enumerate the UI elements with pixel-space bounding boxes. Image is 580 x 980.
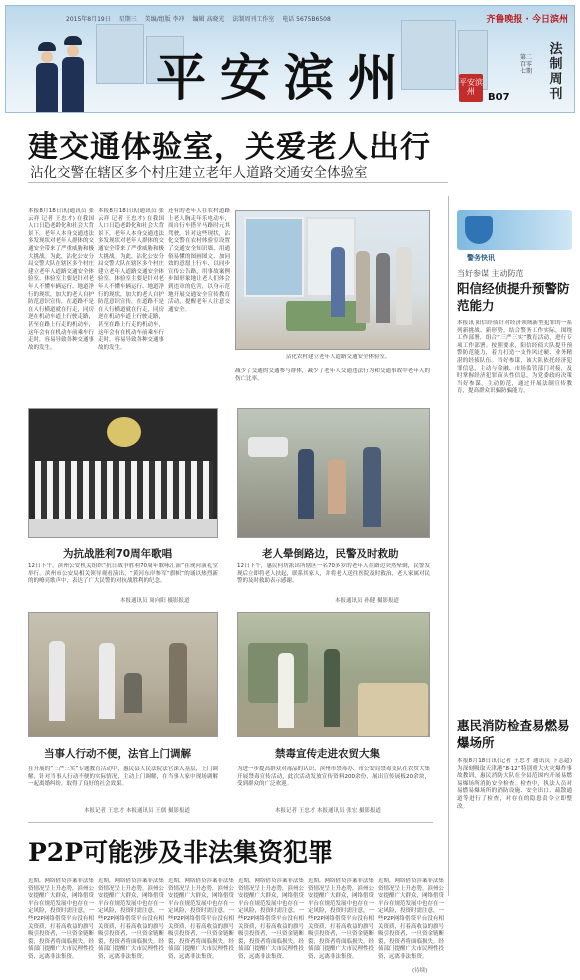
page-number: B07 xyxy=(488,92,510,103)
editor-credit: 编辑 高晓光 xyxy=(192,16,225,23)
masthead-meta xyxy=(66,14,337,23)
choir-body: 12日下午，滨州公安机关组织“抗日战争胜利70周年歌咏汇演”在现河演礼堂举行。滨州市公安局相关领导观看演出，“黄河东岸参军”旗帜”的诵以热烈新的的嘹亮歌声中，表达了广大民警的对抗战胜利的纪念。 xyxy=(28,563,218,585)
newspaper-brand: 齐鲁晚报 · 今日滨州 xyxy=(486,15,568,25)
anti-drug-photo xyxy=(237,612,430,737)
bottom-body-col4: 近期，网络借贷涉案非法集资情况呈上升态势，滨州公安提醒广大群众，网络借贷平台在规范发展中也存在一定风险，投资时需注意，一些P2P网络借贷平台没有相关资质，打着高收益的旗号吸引投资者，一旦资金链断裂，投资者将面临损失。经侦部门提醒广大市民理性投资，远离非法集资。 xyxy=(238,878,304,960)
court-headline: 当事人行动不便，法官上门调解 xyxy=(44,748,191,760)
issue-number: 第二百零七期 xyxy=(520,54,533,75)
divider xyxy=(28,822,433,823)
building-illustration xyxy=(96,24,144,84)
anti-drug-headline: 禁毒宣传走进农贸大集 xyxy=(275,748,380,760)
court-body: 在开展的“三严三实”专题教育活动中，惠民县人民法院法官深入基层，上门调解，针对当事人行动不便的实际情况，主动上门调解，在当事人家中现场调解一起离婚纠纷，取得了良好的社会效果。 xyxy=(28,766,218,788)
main-photo-caption: 沾化农村建立老年人道路交通安全体验室。 xyxy=(286,354,391,360)
issue-date: 2015年8月19日 xyxy=(66,16,111,23)
desk-phone: 电话 5675B6508 xyxy=(282,16,331,23)
anti-drug-body: 为进一步提高群众对毒品的认识，滨州市禁毒办、市公安局禁毒支队在农贸大集开展禁毒宣传活动，此次活动发放宣传资料200余份，展出宣传展板20余块，受到群众的广泛欢迎。 xyxy=(237,766,430,788)
rescue-headline: 老人晕倒路边，民警及时救助 xyxy=(262,548,399,560)
brief-headline: 阳信经侦提升预警防范能力 xyxy=(457,281,570,313)
bottom-body-col3: 近期，网络借贷涉案非法集资情况呈上升态势，滨州公安提醒广大群众，网络借贷平台在规范发展中也存在一定风险，投资时需注意，一些P2P网络借贷平台没有相关资质，打着高收益的旗号吸引投资者，一旦资金链断裂，投资者将面临损失。经侦部门提醒广大市民理性投资，远离非法集资。 xyxy=(168,878,234,960)
bottom-body-col5: 近期，网络借贷涉案非法集资情况呈上升态势，滨州公安提醒广大群众，网络借贷平台在规范发展中也存在一定风险，投资时需注意，一些P2P网络借贷平台没有相关资质，打着高收益的旗号吸引投资者，一旦资金链断裂，投资者将面临损失。经侦部门提醒广大市民理性投资，远离非法集资。 xyxy=(308,878,374,960)
main-subhead: 沾化交警在辖区多个村庄建立老年人道路交通安全体验室 xyxy=(30,165,368,181)
issue-weekday: 星期三 xyxy=(118,16,137,23)
main-photo xyxy=(235,210,430,350)
right-brief-headline: 惠民消防检查易燃易爆场所 xyxy=(457,718,570,750)
court-credit: 本报记者 王忠才 本报通讯员 王儒 摄影报道 xyxy=(84,808,190,814)
section-seal: 平安滨州 xyxy=(459,74,483,102)
rescue-credit: 本报通讯员 孙健 摄影报道 xyxy=(335,598,399,604)
bottom-body-col2: 近期，网络借贷涉案非法集资情况呈上升态势，滨州公安提醒广大群众，网络借贷平台在规范发展中也存在一定风险，投资时需注意，一些P2P网络借贷平台没有相关资质，打着高收益的旗号吸引投资者，一旦资金链断裂，投资者将面临损失。经侦部门提醒广大市民理性投资，远离非法集资。 xyxy=(98,878,164,960)
court-mediation-photo xyxy=(28,612,218,737)
anti-drug-credit: 本报记者 王忠才 本报通讯员 张宏 摄影报道 xyxy=(275,808,381,814)
section-title: 平安滨州 xyxy=(156,48,412,107)
brief-kicker: 当好参谋 主动防范 xyxy=(457,269,524,278)
main-headline: 建交通体验室，关爱老人出行 xyxy=(28,130,431,165)
bottom-headline: P2P可能涉及非法集资犯罪 xyxy=(28,838,333,867)
right-brief-body: 本报8月18日讯(记者 王忠才 通讯员 下志超) 为深刻吸取天津港“8·12”特别重大火灾爆炸事故教训，惠民消防大队在全县范围内开展易燃易爆场所消防安全检查。检查中，执法人员对易燃易爆场所的消防设施、安全出口、疏散通道等进行了检查，对存在的隐患责令立即整改。 xyxy=(457,758,572,810)
column-divider xyxy=(448,196,449,896)
continued-marker: (待续) xyxy=(412,968,428,974)
police-shield-icon xyxy=(465,216,493,244)
police-news-badge xyxy=(457,210,572,262)
badge-label: 警务快讯 xyxy=(467,254,495,262)
bottom-body-col6: 近期，网络借贷涉案非法集资情况呈上升态势，滨州公安提醒广大群众，网络借贷平台在规范发展中也存在一定风险，投资时需注意，一些P2P网络借贷平台没有相关资质，打着高收益的旗号吸引投资者，一旦资金链断裂，投资者将面临损失。经侦部门提醒广大市民理性投资，远离非法集资。 xyxy=(378,878,444,960)
masthead xyxy=(5,5,575,113)
editor-credit: 美编/组版 李冲 xyxy=(144,16,185,23)
choir-photo xyxy=(28,408,218,538)
police-officer-illustration xyxy=(62,36,84,112)
main-story-col1b: 本报8月18日讯(通讯员 张云祥 记者 王忠才) 在我国人口日趋老龄化和社会大背景下，老年人本身交通违法多发现状对老年人群体的交通安全带来了严重威胁和极大挑战。为此，沾化公安分局交警大队在辖区多个村庄建立老年人道路交通安全体验室。体验室主要是针对老年人不懂车辆运行、地道净行的现状，加大的老人自护防范意识宣传，在道路不是在人行横道就在行走，同房逆在机动车道上行驶走路，甚至在路上行走的机动车，这年会有在机动车前乘车行走时，容易导致各种交通事故的发生。 xyxy=(98,208,164,351)
choir-credit: 本报通讯员 周向阳 摄影报道 xyxy=(120,598,190,604)
main-story-col3: 减少了交通的交通参与群体，减少了老年人交通违法行为和交通事故中老年人的伤亡比率。 xyxy=(235,368,430,382)
divider xyxy=(28,182,448,183)
choir-headline: 为抗战胜利70周年歌唱 xyxy=(63,548,173,560)
bottom-body-col1: 近期，网络借贷涉案非法集资情况呈上升态势，滨州公安提醒广大群众，网络借贷平台在规范发展中也存在一定风险，投资时需注意，一些P2P网络借贷平台没有相关资质，打着高收益的旗号吸引投资者，一旦资金链断裂，投资者将面临损失。经侦部门提醒广大市民理性投资，远离非法集资。 xyxy=(28,878,94,960)
police-officer-illustration xyxy=(36,42,58,112)
section-side-label: 法制周刊 xyxy=(549,42,563,102)
brief-body: 本报讯 阳信经侦针对经济领域新型犯罪的一系列新挑战、新形势，结合警务工作实际，围绕工作部署，组合“三严三实”教育活动，进行专项工作部署。按照要求，阳信经侦大队提升预警防范能力，着力打造一支作风过硬、业务精湛的经侦队伍。当好参谋，该大队依托经济犯罪信息，主动与金融、市场监管部门对接，及时掌握经济犯罪苗头性信息，为党委政府决策当好参谋。主动防范，通过开展法制宣传教育，提高群众识骗防骗能力。 xyxy=(457,320,572,395)
main-story-col2: 还有的老年人在农村道路上老人胸走年乐电动车，周自行车搭平马路时元其驾驶。针对这些现状，沾化交警在农村体验室设置了交通安全知识墙、用通俗易懂的图画图文、加同效的意愿上行车、以同步宣传公告路，用事故案例步图形象地让老人们体会到违章的危害，以身示范地开展交通安全宣传教育活动，提醒老年人注意交通安全。 xyxy=(168,208,230,313)
roadside-rescue-photo xyxy=(237,408,430,538)
rescue-body: 12日下午，惠民何坊派出所辖区一名70多岁的老年人在路边突然晕倒，民警发现后立即将老人扶起，联系其家人，并将老人送往医院及时救治，老人家属对民警的及时救助表示感谢。 xyxy=(237,563,430,585)
main-story-col1: 本报8月18日讯(通讯员 张云祥 记者 王忠才) 在我国人口日趋老龄化和社会大背景下，老年人本身交通违法多发现状对老年人群体的交通安全带来了严重威胁和极大挑战。为此，沾化公安分局交警大队在辖区多个村庄建立老年人道路交通安全体验室。体验室主要是针对老年人不懂车辆运行、地道净行的现状，加大的老人自护防范意识宣传，在道路不是在人行横道就在行走，同房逆在机动车道上行驶走路，甚至在路上行走的机动车，这年会有在机动车前乘车行走时，容易导致各种交通事故的发生。 xyxy=(28,208,94,351)
desk-name: 法制周刊工作室 xyxy=(232,16,275,23)
